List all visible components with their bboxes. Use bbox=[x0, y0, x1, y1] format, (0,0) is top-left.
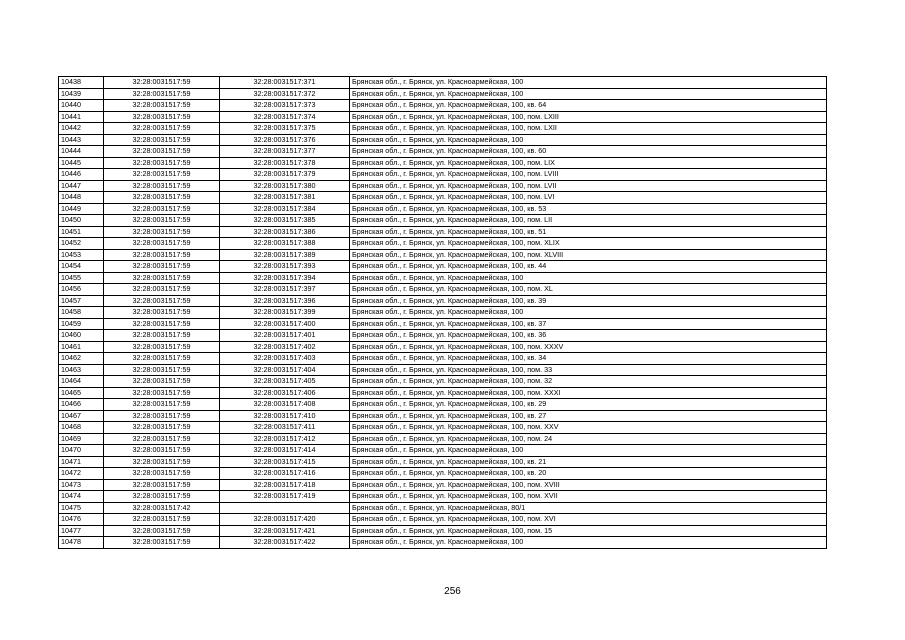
row-number-cell: 10466 bbox=[59, 399, 104, 411]
parcel-number-cell: 32:28:0031517:59 bbox=[104, 514, 220, 526]
parcel-number-cell: 32:28:0031517:59 bbox=[104, 169, 220, 181]
parcel-number-cell: 32:28:0031517:59 bbox=[104, 353, 220, 365]
address-cell: Брянская обл., г. Брянск, ул. Красноармейская, 100, пом. LVI bbox=[350, 192, 827, 204]
row-number-cell: 10467 bbox=[59, 410, 104, 422]
row-number-cell: 10449 bbox=[59, 203, 104, 215]
address-cell: Брянская обл., г. Брянск, ул. Красноармейская, 100, кв. 64 bbox=[350, 100, 827, 112]
object-number-cell: 32:28:0031517:371 bbox=[220, 77, 350, 89]
address-cell: Брянская обл., г. Брянск, ул. Красноармейская, 100 bbox=[350, 134, 827, 146]
object-number-cell: 32:28:0031517:405 bbox=[220, 376, 350, 388]
object-number-cell: 32:28:0031517:420 bbox=[220, 514, 350, 526]
object-number-cell: 32:28:0031517:396 bbox=[220, 295, 350, 307]
address-cell: Брянская обл., г. Брянск, ул. Красноармейская, 100, пом. LVIII bbox=[350, 169, 827, 181]
table-row bbox=[59, 238, 827, 250]
address-cell: Брянская обл., г. Брянск, ул. Красноармейская, 100, пом. XLIX bbox=[350, 238, 827, 250]
row-number-cell: 10443 bbox=[59, 134, 104, 146]
address-cell: Брянская обл., г. Брянск, ул. Красноармейская, 100, кв. 29 bbox=[350, 399, 827, 411]
parcel-number-cell: 32:28:0031517:59 bbox=[104, 525, 220, 537]
parcel-number-cell: 32:28:0031517:59 bbox=[104, 134, 220, 146]
address-cell: Брянская обл., г. Брянск, ул. Красноармейская, 100, кв. 34 bbox=[350, 353, 827, 365]
object-number-cell: 32:28:0031517:394 bbox=[220, 272, 350, 284]
parcel-number-cell: 32:28:0031517:59 bbox=[104, 422, 220, 434]
parcel-number-cell: 32:28:0031517:59 bbox=[104, 111, 220, 123]
table-row bbox=[59, 134, 827, 146]
table-row bbox=[59, 399, 827, 411]
object-number-cell: 32:28:0031517:393 bbox=[220, 261, 350, 273]
object-number-cell: 32:28:0031517:421 bbox=[220, 525, 350, 537]
object-number-cell: 32:28:0031517:373 bbox=[220, 100, 350, 112]
row-number-cell: 10447 bbox=[59, 180, 104, 192]
address-cell: Брянская обл., г. Брянск, ул. Красноармейская, 100, кв. 27 bbox=[350, 410, 827, 422]
table-row bbox=[59, 318, 827, 330]
parcel-number-cell: 32:28:0031517:59 bbox=[104, 215, 220, 227]
row-number-cell: 10459 bbox=[59, 318, 104, 330]
object-number-cell: 32:28:0031517:401 bbox=[220, 330, 350, 342]
row-number-cell: 10461 bbox=[59, 341, 104, 353]
object-number-cell: 32:28:0031517:416 bbox=[220, 468, 350, 480]
address-cell: Брянская обл., г. Брянск, ул. Красноармейская, 100, пом. XXXI bbox=[350, 387, 827, 399]
parcel-number-cell: 32:28:0031517:59 bbox=[104, 341, 220, 353]
object-number-cell: 32:28:0031517:385 bbox=[220, 215, 350, 227]
row-number-cell: 10444 bbox=[59, 146, 104, 158]
address-cell: Брянская обл., г. Брянск, ул. Красноармейская, 100 bbox=[350, 272, 827, 284]
object-number-cell: 32:28:0031517:412 bbox=[220, 433, 350, 445]
row-number-cell: 10458 bbox=[59, 307, 104, 319]
address-cell: Брянская обл., г. Брянск, ул. Красноармейская, 100, кв. 20 bbox=[350, 468, 827, 480]
parcel-number-cell: 32:28:0031517:59 bbox=[104, 146, 220, 158]
address-cell: Брянская обл., г. Брянск, ул. Красноармейская, 100, пом. 32 bbox=[350, 376, 827, 388]
table-row bbox=[59, 284, 827, 296]
address-cell: Брянская обл., г. Брянск, ул. Красноармейская, 100 bbox=[350, 88, 827, 100]
row-number-cell: 10438 bbox=[59, 77, 104, 89]
address-cell: Брянская обл., г. Брянск, ул. Красноармейская, 100, кв. 51 bbox=[350, 226, 827, 238]
row-number-cell: 10470 bbox=[59, 445, 104, 457]
table-row bbox=[59, 341, 827, 353]
table-row bbox=[59, 157, 827, 169]
row-number-cell: 10440 bbox=[59, 100, 104, 112]
row-number-cell: 10475 bbox=[59, 502, 104, 514]
table-row bbox=[59, 364, 827, 376]
row-number-cell: 10453 bbox=[59, 249, 104, 261]
table-row bbox=[59, 387, 827, 399]
address-cell: Брянская обл., г. Брянск, ул. Красноармейская, 100, кв. 39 bbox=[350, 295, 827, 307]
table-row bbox=[59, 353, 827, 365]
table-row bbox=[59, 456, 827, 468]
row-number-cell: 10457 bbox=[59, 295, 104, 307]
row-number-cell: 10439 bbox=[59, 88, 104, 100]
table-row bbox=[59, 479, 827, 491]
table-row bbox=[59, 77, 827, 89]
row-number-cell: 10468 bbox=[59, 422, 104, 434]
address-cell: Брянская обл., г. Брянск, ул. Красноармейская, 100, кв. 21 bbox=[350, 456, 827, 468]
object-number-cell: 32:28:0031517:418 bbox=[220, 479, 350, 491]
object-number-cell: 32:28:0031517:378 bbox=[220, 157, 350, 169]
parcel-number-cell: 32:28:0031517:59 bbox=[104, 479, 220, 491]
parcel-number-cell: 32:28:0031517:59 bbox=[104, 307, 220, 319]
table-row bbox=[59, 261, 827, 273]
table-row bbox=[59, 502, 827, 514]
row-number-cell: 10473 bbox=[59, 479, 104, 491]
table-row bbox=[59, 226, 827, 238]
address-cell: Брянская обл., г. Брянск, ул. Красноармейская, 100, пом. LII bbox=[350, 215, 827, 227]
address-cell: Брянская обл., г. Брянск, ул. Красноармейская, 100, пом. XL bbox=[350, 284, 827, 296]
address-cell: Брянская обл., г. Брянск, ул. Красноармейская, 100, пом. 15 bbox=[350, 525, 827, 537]
parcel-number-cell: 32:28:0031517:59 bbox=[104, 203, 220, 215]
row-number-cell: 10476 bbox=[59, 514, 104, 526]
row-number-cell: 10456 bbox=[59, 284, 104, 296]
object-number-cell: 32:28:0031517:400 bbox=[220, 318, 350, 330]
parcel-number-cell: 32:28:0031517:59 bbox=[104, 318, 220, 330]
parcel-number-cell: 32:28:0031517:59 bbox=[104, 491, 220, 503]
object-number-cell: 32:28:0031517:384 bbox=[220, 203, 350, 215]
table-row bbox=[59, 249, 827, 261]
table-row bbox=[59, 180, 827, 192]
object-number-cell: 32:28:0031517:404 bbox=[220, 364, 350, 376]
object-number-cell: 32:28:0031517:375 bbox=[220, 123, 350, 135]
object-number-cell: 32:28:0031517:372 bbox=[220, 88, 350, 100]
parcel-number-cell: 32:28:0031517:59 bbox=[104, 180, 220, 192]
object-number-cell: 32:28:0031517:374 bbox=[220, 111, 350, 123]
table-row bbox=[59, 123, 827, 135]
row-number-cell: 10445 bbox=[59, 157, 104, 169]
table-row bbox=[59, 422, 827, 434]
parcel-number-cell: 32:28:0031517:59 bbox=[104, 77, 220, 89]
address-cell: Брянская обл., г. Брянск, ул. Красноармейская, 100 bbox=[350, 537, 827, 549]
row-number-cell: 10454 bbox=[59, 261, 104, 273]
row-number-cell: 10452 bbox=[59, 238, 104, 250]
address-cell: Брянская обл., г. Брянск, ул. Красноармейская, 100, пом. XXV bbox=[350, 422, 827, 434]
row-number-cell: 10460 bbox=[59, 330, 104, 342]
address-cell: Брянская обл., г. Брянск, ул. Красноармейская, 100, пом. LXII bbox=[350, 123, 827, 135]
parcel-number-cell: 32:28:0031517:59 bbox=[104, 157, 220, 169]
table-row bbox=[59, 330, 827, 342]
address-cell: Брянская обл., г. Брянск, ул. Красноармейская, 100, кв. 44 bbox=[350, 261, 827, 273]
object-number-cell: 32:28:0031517:402 bbox=[220, 341, 350, 353]
object-number-cell: 32:28:0031517:406 bbox=[220, 387, 350, 399]
row-number-cell: 10446 bbox=[59, 169, 104, 181]
table-row bbox=[59, 192, 827, 204]
object-number-cell: 32:28:0031517:403 bbox=[220, 353, 350, 365]
parcel-number-cell: 32:28:0031517:59 bbox=[104, 284, 220, 296]
parcel-number-cell: 32:28:0031517:59 bbox=[104, 295, 220, 307]
parcel-number-cell: 32:28:0031517:59 bbox=[104, 249, 220, 261]
row-number-cell: 10477 bbox=[59, 525, 104, 537]
address-cell: Брянская обл., г. Брянск, ул. Красноармейская, 100, пом. XLVIII bbox=[350, 249, 827, 261]
address-cell: Брянская обл., г. Брянск, ул. Красноармейская, 100, кв. 37 bbox=[350, 318, 827, 330]
table-row bbox=[59, 468, 827, 480]
registry-table bbox=[58, 76, 827, 549]
object-number-cell: 32:28:0031517:408 bbox=[220, 399, 350, 411]
row-number-cell: 10471 bbox=[59, 456, 104, 468]
row-number-cell: 10465 bbox=[59, 387, 104, 399]
row-number-cell: 10478 bbox=[59, 537, 104, 549]
parcel-number-cell: 32:28:0031517:59 bbox=[104, 468, 220, 480]
object-number-cell: 32:28:0031517:419 bbox=[220, 491, 350, 503]
row-number-cell: 10462 bbox=[59, 353, 104, 365]
row-number-cell: 10451 bbox=[59, 226, 104, 238]
parcel-number-cell: 32:28:0031517:59 bbox=[104, 261, 220, 273]
parcel-number-cell: 32:28:0031517:42 bbox=[104, 502, 220, 514]
address-cell: Брянская обл., г. Брянск, ул. Красноармейская, 100, пом. XVIII bbox=[350, 479, 827, 491]
page-number: 256 bbox=[444, 586, 461, 597]
row-number-cell: 10448 bbox=[59, 192, 104, 204]
parcel-number-cell: 32:28:0031517:59 bbox=[104, 330, 220, 342]
address-cell: Брянская обл., г. Брянск, ул. Красноармейская, 100, пом. LVII bbox=[350, 180, 827, 192]
address-cell: Брянская обл., г. Брянск, ул. Красноармейская, 100, пом. XVII bbox=[350, 491, 827, 503]
address-cell: Брянская обл., г. Брянск, ул. Красноармейская, 100, кв. 53 bbox=[350, 203, 827, 215]
table-row bbox=[59, 433, 827, 445]
table-row bbox=[59, 272, 827, 284]
row-number-cell: 10442 bbox=[59, 123, 104, 135]
address-cell: Брянская обл., г. Брянск, ул. Красноармейская, 100, пом. LXIII bbox=[350, 111, 827, 123]
parcel-number-cell: 32:28:0031517:59 bbox=[104, 410, 220, 422]
address-cell: Брянская обл., г. Брянск, ул. Красноармейская, 100, кв. 36 bbox=[350, 330, 827, 342]
parcel-number-cell: 32:28:0031517:59 bbox=[104, 100, 220, 112]
table-row bbox=[59, 514, 827, 526]
row-number-cell: 10469 bbox=[59, 433, 104, 445]
object-number-cell: 32:28:0031517:397 bbox=[220, 284, 350, 296]
parcel-number-cell: 32:28:0031517:59 bbox=[104, 123, 220, 135]
object-number-cell: 32:28:0031517:376 bbox=[220, 134, 350, 146]
parcel-number-cell: 32:28:0031517:59 bbox=[104, 456, 220, 468]
table-row bbox=[59, 307, 827, 319]
object-number-cell: 32:28:0031517:414 bbox=[220, 445, 350, 457]
parcel-number-cell: 32:28:0031517:59 bbox=[104, 88, 220, 100]
table-row bbox=[59, 445, 827, 457]
object-number-cell: 32:28:0031517:411 bbox=[220, 422, 350, 434]
table-row bbox=[59, 146, 827, 158]
row-number-cell: 10464 bbox=[59, 376, 104, 388]
table-row bbox=[59, 525, 827, 537]
object-number-cell: 32:28:0031517:380 bbox=[220, 180, 350, 192]
address-cell: Брянская обл., г. Брянск, ул. Красноармейская, 100, пом. LIX bbox=[350, 157, 827, 169]
row-number-cell: 10450 bbox=[59, 215, 104, 227]
parcel-number-cell: 32:28:0031517:59 bbox=[104, 376, 220, 388]
object-number-cell: 32:28:0031517:399 bbox=[220, 307, 350, 319]
table-row bbox=[59, 100, 827, 112]
address-cell: Брянская обл., г. Брянск, ул. Красноармейская, 100, кв. 60 bbox=[350, 146, 827, 158]
object-number-cell: 32:28:0031517:377 bbox=[220, 146, 350, 158]
address-cell: Брянская обл., г. Брянск, ул. Красноармейская, 100, пом. 33 bbox=[350, 364, 827, 376]
parcel-number-cell: 32:28:0031517:59 bbox=[104, 387, 220, 399]
table-row bbox=[59, 215, 827, 227]
table-row bbox=[59, 376, 827, 388]
object-number-cell: 32:28:0031517:388 bbox=[220, 238, 350, 250]
table-row bbox=[59, 169, 827, 181]
table-row bbox=[59, 111, 827, 123]
address-cell: Брянская обл., г. Брянск, ул. Красноармейская, 100, пом. XVI bbox=[350, 514, 827, 526]
address-cell: Брянская обл., г. Брянск, ул. Красноармейская, 80/1 bbox=[350, 502, 827, 514]
object-number-cell: 32:28:0031517:389 bbox=[220, 249, 350, 261]
object-number-cell: 32:28:0031517:422 bbox=[220, 537, 350, 549]
address-cell: Брянская обл., г. Брянск, ул. Красноармейская, 100 bbox=[350, 307, 827, 319]
row-number-cell: 10463 bbox=[59, 364, 104, 376]
parcel-number-cell: 32:28:0031517:59 bbox=[104, 226, 220, 238]
row-number-cell: 10441 bbox=[59, 111, 104, 123]
address-cell: Брянская обл., г. Брянск, ул. Красноармейская, 100, пом. 24 bbox=[350, 433, 827, 445]
parcel-number-cell: 32:28:0031517:59 bbox=[104, 537, 220, 549]
row-number-cell: 10472 bbox=[59, 468, 104, 480]
registry-table-body bbox=[59, 77, 827, 549]
table-row bbox=[59, 203, 827, 215]
table-row bbox=[59, 537, 827, 549]
object-number-cell: 32:28:0031517:379 bbox=[220, 169, 350, 181]
parcel-number-cell: 32:28:0031517:59 bbox=[104, 445, 220, 457]
object-number-cell bbox=[220, 502, 350, 514]
parcel-number-cell: 32:28:0031517:59 bbox=[104, 433, 220, 445]
address-cell: Брянская обл., г. Брянск, ул. Красноармейская, 100, пом. XXXV bbox=[350, 341, 827, 353]
row-number-cell: 10455 bbox=[59, 272, 104, 284]
object-number-cell: 32:28:0031517:415 bbox=[220, 456, 350, 468]
address-cell: Брянская обл., г. Брянск, ул. Красноармейская, 100 bbox=[350, 445, 827, 457]
table-row bbox=[59, 295, 827, 307]
row-number-cell: 10474 bbox=[59, 491, 104, 503]
parcel-number-cell: 32:28:0031517:59 bbox=[104, 272, 220, 284]
parcel-number-cell: 32:28:0031517:59 bbox=[104, 192, 220, 204]
parcel-number-cell: 32:28:0031517:59 bbox=[104, 364, 220, 376]
object-number-cell: 32:28:0031517:410 bbox=[220, 410, 350, 422]
object-number-cell: 32:28:0031517:381 bbox=[220, 192, 350, 204]
parcel-number-cell: 32:28:0031517:59 bbox=[104, 399, 220, 411]
parcel-number-cell: 32:28:0031517:59 bbox=[104, 238, 220, 250]
address-cell: Брянская обл., г. Брянск, ул. Красноармейская, 100 bbox=[350, 77, 827, 89]
table-row bbox=[59, 410, 827, 422]
object-number-cell: 32:28:0031517:386 bbox=[220, 226, 350, 238]
table-row bbox=[59, 491, 827, 503]
table-row bbox=[59, 88, 827, 100]
